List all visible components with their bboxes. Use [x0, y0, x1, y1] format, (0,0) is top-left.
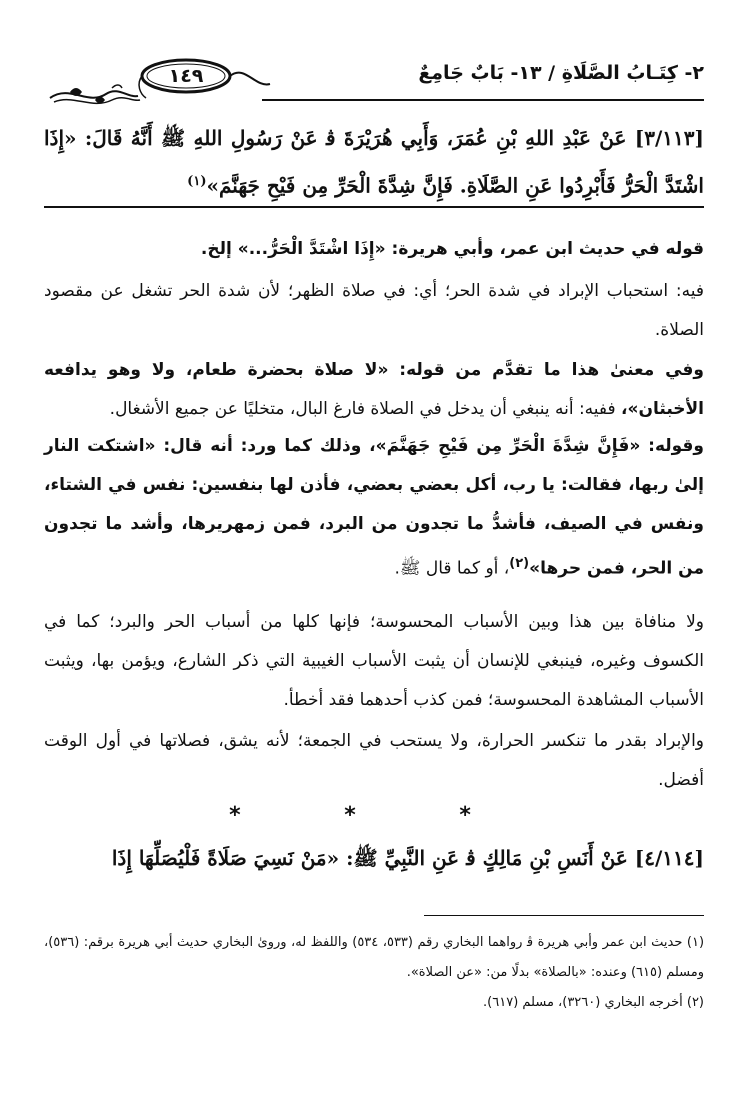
hadith-113	[44, 116, 704, 208]
footnote-1: (١) حديث ابن عمر وأبي هريرة ﭬ رواهما البخاري رقم (٥٣٣، ٥٣٤) واللفظ له، وروىٰ البخاري حديث أبي هريرة برقم: (٥٣٦)، ومسلم (٦١٥) وعنده: «بالصلاة» بدلًا من: «عن الصلاة».	[44, 935, 705, 980]
commentary-paragraph-4: ولا منافاة بين هذا وبين الأسباب المحسوسة؛ فإنها كلها من أسباب الحر والبرد؛ كما في الكسوف وغيره، فينبغي للإنسان أن يثبت الأسباب الغيبية التي ذكر الشارع، ويؤمن بها، ويثبت الأسباب المشاهدة المحسوسة؛ فمن كذب أحدهما فقد أخطأ.	[44, 612, 704, 710]
commentary-paragraph-2-rest: ففيه: أنه ينبغي أن يدخل في الصلاة فارغ البال، متخليًا عن جميع الأشغال.	[109, 399, 616, 419]
commentary-quote-heading: قوله في حديث ابن عمر، وأبي هريرة: «إِذَا اشْتَدَّ الْحَرُّ...» إلخ.	[200, 239, 704, 259]
page-number: ١٤٩	[168, 65, 204, 87]
footnote-marker-1: (١)	[187, 174, 207, 189]
commentary-paragraph-2-bold: وفي معنىٰ هذا ما تقدَّم من قوله: «لا صلاة بحضرة طعام، ولا وهو يدافعه الأخبثان»،	[44, 360, 704, 419]
commentary-paragraph-2	[44, 351, 704, 429]
section-stars: * * *	[229, 803, 519, 828]
footnote-marker-2: (٢)	[509, 556, 530, 571]
chapter-title: ٢- كِتَـابُ الصَّلَاةِ / ١٣- بَابٌ جَامِعٌ	[418, 62, 704, 84]
header-rule	[262, 99, 704, 101]
hadith-separator-rule	[44, 206, 704, 208]
commentary-paragraph-3-end: ، أو كما قال ﷺ.	[394, 558, 510, 579]
commentary-paragraph-1: فيه: استحباب الإبراد في شدة الحر؛ أي: في صلاة الظهر؛ لأن شدة الحر تشغل عن مقصود الصلاة.	[44, 281, 704, 340]
hadith-114: [٤/١١٤] عَنْ أَنَسِ بْنِ مَالِكٍ ﭬ عَنِ النَّبِيِّ ﷺ: «مَنْ نَسِيَ صَلَاةً فَلْيُصَلِّهَا إِذَا	[111, 846, 704, 870]
commentary-paragraph-3-text: وقوله: «فَإِنَّ شِدَّةَ الْحَرِّ مِن فَيْحِ جَهَنَّمَ»، وذلك كما ورد: أنه قال: «اشتكت النار إلىٰ ربها، فقالت: يا رب، أكل بعضي بعضي، فأذن لها بنفسين: نفس في الشتاء، ونفس في الصيف، فأشدُّ ما تجدون من البرد، فمن زمهريرها، وأشد ما تجدون من الحر، فمن حرها»	[44, 436, 704, 579]
footnote-rule	[424, 915, 704, 916]
page-header	[40, 58, 704, 110]
hadith-113-text: [٣/١١٣] عَنْ عَبْدِ اللهِ بْنِ عُمَرَ، وَأَبِي هُرَيْرَةَ ﭬ عَنْ رَسُولِ اللهِ ﷺ أَنَّهُ قَالَ: «إِذَا اشْتَدَّ الْحَرُّ فَأَبْرِدُوا عَنِ الصَّلَاةِ. فَإِنَّ شِدَّةَ الْحَرِّ مِن فَيْحِ جَهَنَّمَ»	[44, 126, 704, 198]
commentary-paragraph-3	[44, 427, 704, 589]
commentary-paragraph-5: والإبراد بقدر ما تنكسر الحرارة، ولا يستحب في الجمعة؛ لأنه يشق، فصلاتها في أول الوقت أفضل.	[44, 731, 704, 790]
footnote-2: (٢) أخرجه البخاري (٣٢٦٠)، مسلم (٦١٧).	[483, 995, 704, 1010]
